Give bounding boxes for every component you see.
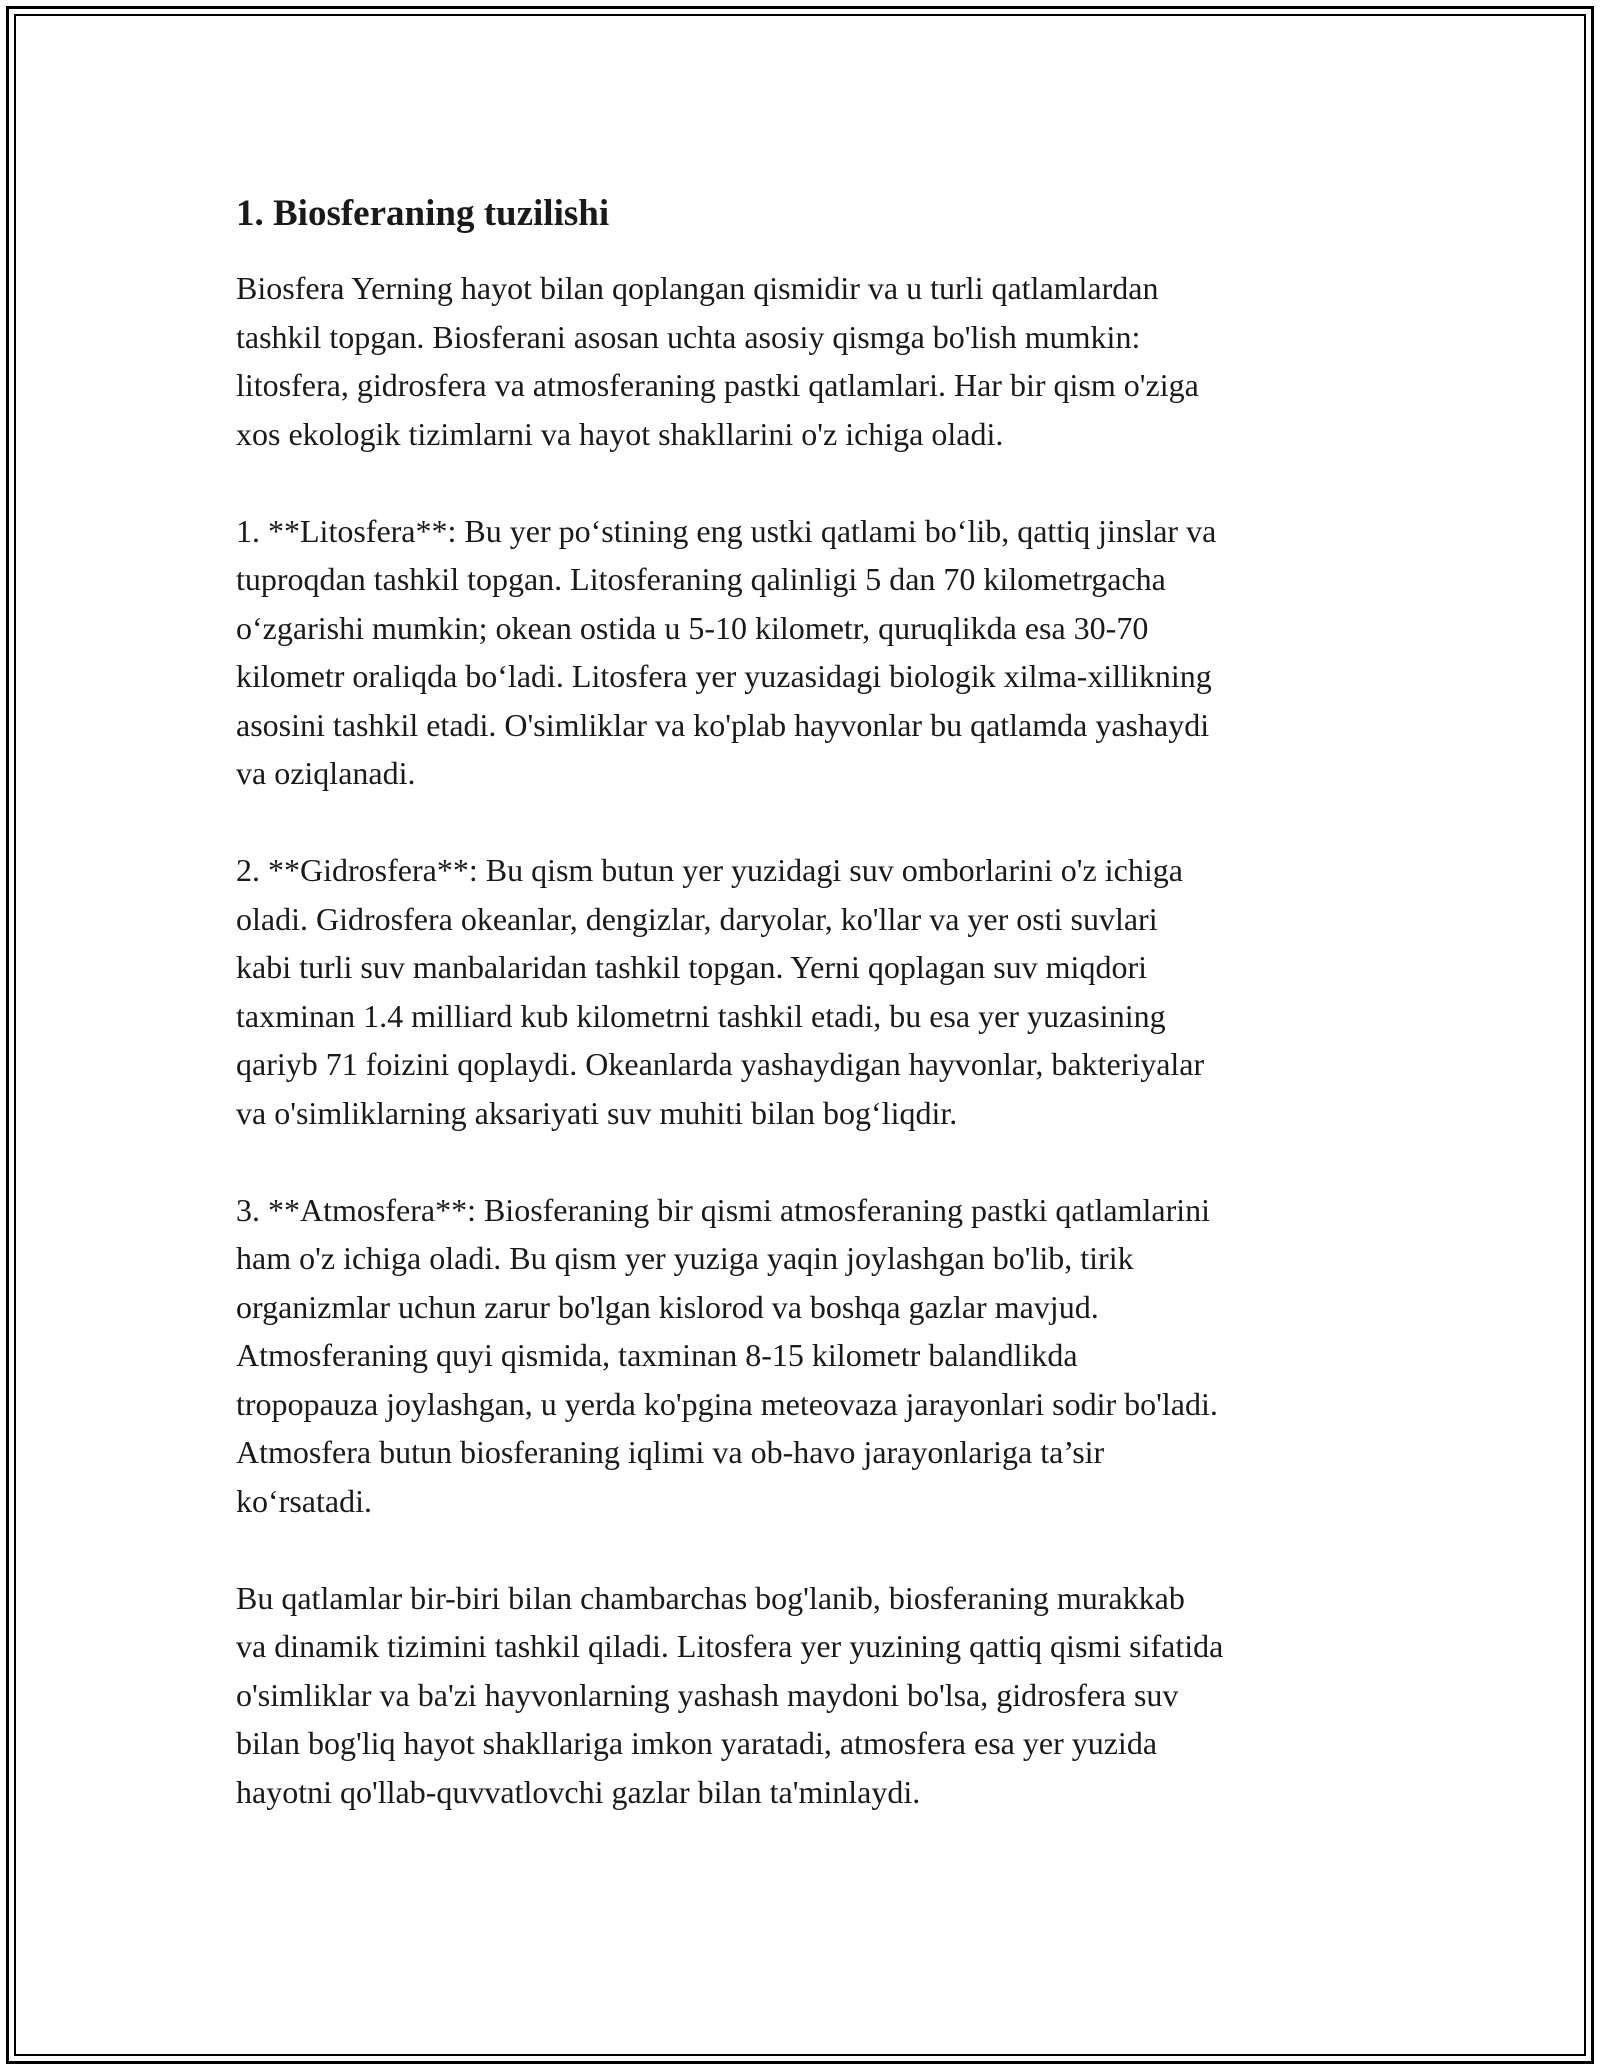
conclusion-paragraph: Bu qatlamlar bir-biri bilan chambarchas bog'lanib, biosferaning murakkab va dinamik tizimini tashkil qiladi. Litosfera yer yuzining qattiq qismi sifatida o'simliklar va ba'zi hayvonlarning yashash maydoni bo'lsa, gidrosfera suv bilan bog'liq hayot shakllariga imkon yaratadi, atmosfera esa yer yuzida hayotni qo'llab-quvvatlovchi gazlar bilan ta'minlaydi. bbox=[236, 1579, 1224, 1810]
document-title: 1. Biosferaning tuzilishi bbox=[236, 193, 610, 234]
gidrosfera-paragraph: 2. **Gidrosfera**: Bu qism butun yer yuzidagi suv omborlarini o'z ichiga oladi. Gidrosfera okeanlar, dengizlar, daryolar, ko'llar va yer osti suvlari kabi turli suv manbalaridan tashkil topgan. Yerni qoplagan suv miqdori taxminan 1.4 milliard kub kilometrni tashkil etadi, bu esa yer yuzasining qariyb 71 foizini qoplaydi. Okeanlarda yashaydigan hayvonlar, bakteriyalar va o'simliklarning aksariyati suv muhiti bilan bog‘liqdir. bbox=[236, 852, 1205, 1131]
atmosfera-paragraph: 3. **Atmosfera**: Biosferaning bir qismi atmosferaning pastki qatlamlarini ham o'z ichiga oladi. Bu qism yer yuziga yaqin joylashgan bo'lib, tirik organizmlar uchun zarur bo'lgan kislorod va boshqa gazlar mavjud. Atmosferaning quyi qismida, taxminan 8-15 kilometr balandlikda tropopauza joylashgan, u yerda ko'pgina meteovaza jarayonlari sodir bo'ladi. Atmosfera butun biosferaning iqlimi va ob-havo jarayonlariga ta’sir ko‘rsatadi. bbox=[236, 1191, 1218, 1519]
intro-paragraph: Biosfera Yerning hayot bilan qoplangan qismidir va u turli qatlamlardan tashkil topgan. Biosferani asosan uchta asosiy qismga bo'lish mumkin: litosfera, gidrosfera va atmosferaning pastki qatlamlari. Har bir qism o'ziga xos ekologik tizimlarni va hayot shakllarini o'z ichiga oladi. bbox=[236, 270, 1199, 452]
document-body bbox=[236, 186, 1396, 1816]
litosfera-paragraph: 1. **Litosfera**: Bu yer po‘stining eng ustki qatlami bo‘lib, qattiq jinslar va tuproqdan tashkil topgan. Litosferaning qalinligi 5 dan 70 kilometrgacha o‘zgarishi mumkin; okean ostida u 5-10 kilometr, quruqlikda esa 30-70 kilometr oraliqda bo‘ladi. Litosfera yer yuzasidagi biologik xilma-xillikning asosini tashkil etadi. O'simliklar va ko'plab hayvonlar bu qatlamda yashaydi va oziqlanadi. bbox=[236, 512, 1217, 791]
